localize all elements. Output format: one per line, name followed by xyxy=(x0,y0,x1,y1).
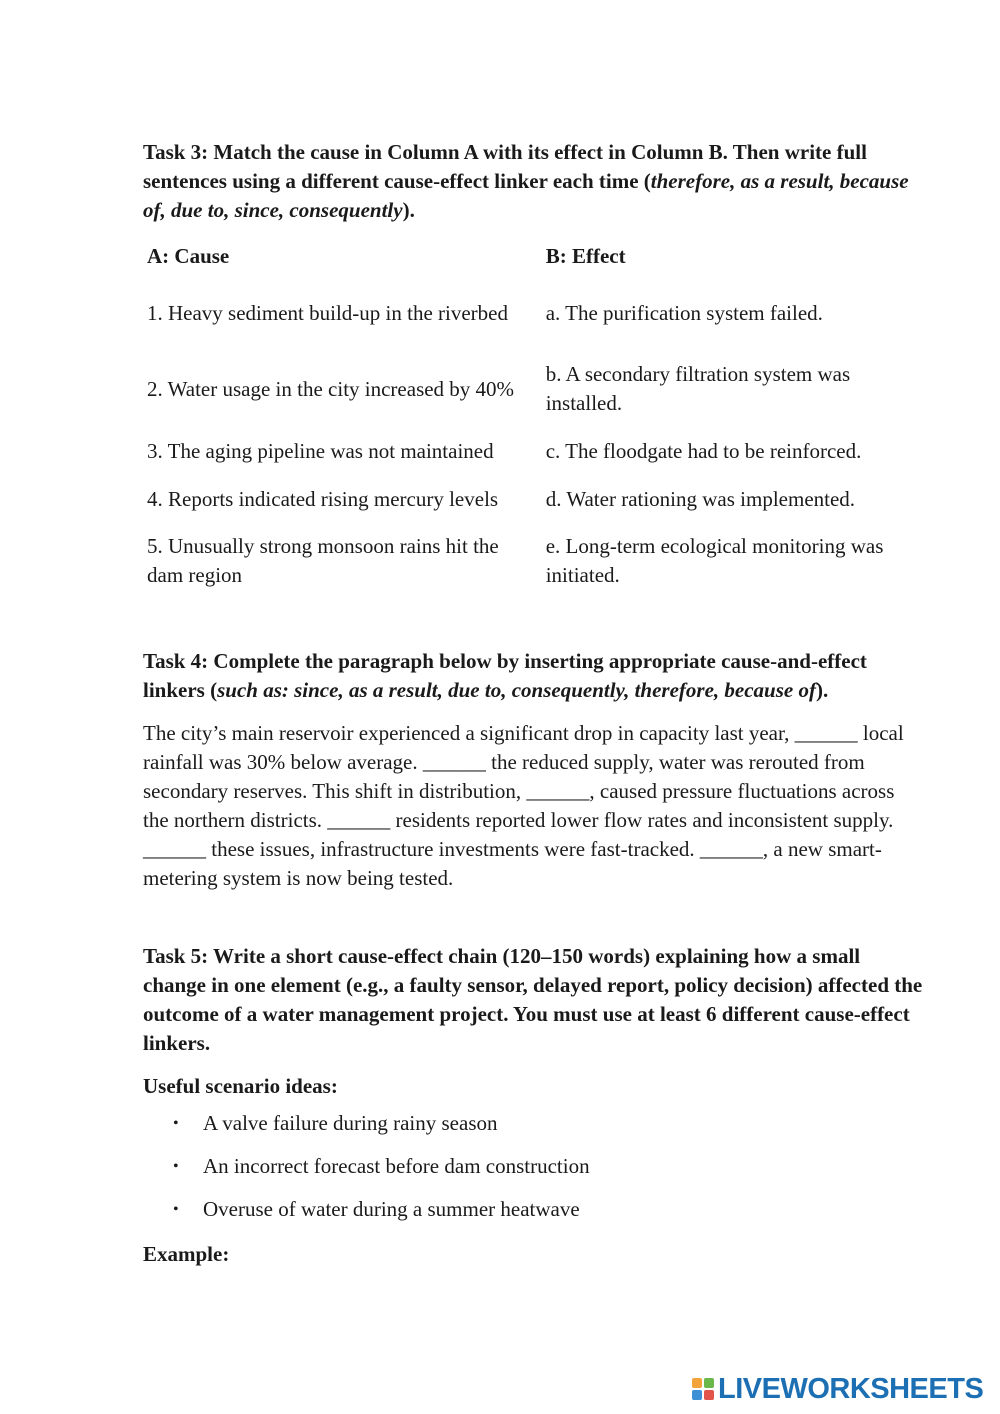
bullet-icon: • xyxy=(173,1201,179,1218)
useful-ideas-label: Useful scenario ideas: xyxy=(143,1074,338,1098)
scenario-ideas-list xyxy=(143,1109,923,1238)
effect-cell: c. The floodgate had to be reinforced. xyxy=(545,438,862,463)
liveworksheets-logo-icon xyxy=(692,1378,714,1400)
list-item: • An incorrect forecast before dam construction xyxy=(143,1152,923,1195)
logo-text: LIVEWORKSHEETS xyxy=(718,1372,984,1405)
table-row xyxy=(143,351,923,427)
table-row xyxy=(143,523,923,599)
logo-square-icon xyxy=(692,1390,702,1400)
list-item: • A valve failure during rainy season xyxy=(143,1109,923,1152)
table-row xyxy=(143,275,923,351)
task4-paragraph: The city’s main reservoir experienced a significant drop in capacity last year, ______ local rainfall was 30% below average. ______ the reduced supply, water was rerouted from secondary reserves. This shift in distribution, ______, caused pressure fluctuations across the northern districts. ______ residents reported lower flow rates and inconsistent supply. ______ these issues, infrastructure investments were fast-tracked. ______, a new smart-metering system is now being tested. xyxy=(143,721,904,890)
column-b-header: B: Effect xyxy=(545,243,626,268)
task5-title: Task 5: Write a short cause-effect chain (120–150 words) explaining how a small change in one element (e.g., a faulty sensor, delayed report, policy decision) affected the outcome of a water management project. You must use at least 6 different cause-effect linkers. xyxy=(143,944,923,1055)
effect-cell: b. A secondary filtration system was installed. xyxy=(545,362,851,415)
task3-title: Task 3: Match the cause in Column A with its effect in Column B. Then write full sentences using a different cause-effect linker each time (therefore, as a result, because of, due to, since, consequently). xyxy=(143,140,909,222)
table-row xyxy=(143,475,923,523)
column-a-header: A: Cause xyxy=(147,243,230,268)
logo-square-icon xyxy=(704,1378,714,1388)
cause-cell: 1. Heavy sediment build-up in the riverbed xyxy=(147,300,508,325)
cause-cell: 4. Reports indicated rising mercury levels xyxy=(147,486,499,511)
match-table xyxy=(143,237,923,599)
table-row xyxy=(143,427,923,475)
effect-cell: e. Long-term ecological monitoring was initiated. xyxy=(545,534,884,587)
bullet-icon: • xyxy=(173,1115,179,1132)
list-item: • Overuse of water during a summer heatwave xyxy=(143,1195,923,1238)
task4-title: Task 4: Complete the paragraph below by inserting appropriate cause-and-effect linkers (such as: since, as a result, due to, consequently, therefore, because of). xyxy=(143,649,867,702)
effect-cell: a. The purification system failed. xyxy=(545,300,823,325)
cause-cell: 3. The aging pipeline was not maintained xyxy=(147,438,494,463)
example-label: Example: xyxy=(143,1242,230,1266)
match-table-header xyxy=(143,237,923,275)
worksheet-page xyxy=(143,138,923,1290)
liveworksheets-logo[interactable] xyxy=(692,1374,983,1404)
logo-square-icon xyxy=(704,1390,714,1400)
logo-square-icon xyxy=(692,1378,702,1388)
bullet-icon: • xyxy=(173,1158,179,1175)
cause-cell: 2. Water usage in the city increased by 40% xyxy=(147,376,515,401)
cause-cell: 5. Unusually strong monsoon rains hit the dam region xyxy=(147,534,499,587)
effect-cell: d. Water rationing was implemented. xyxy=(545,486,856,511)
